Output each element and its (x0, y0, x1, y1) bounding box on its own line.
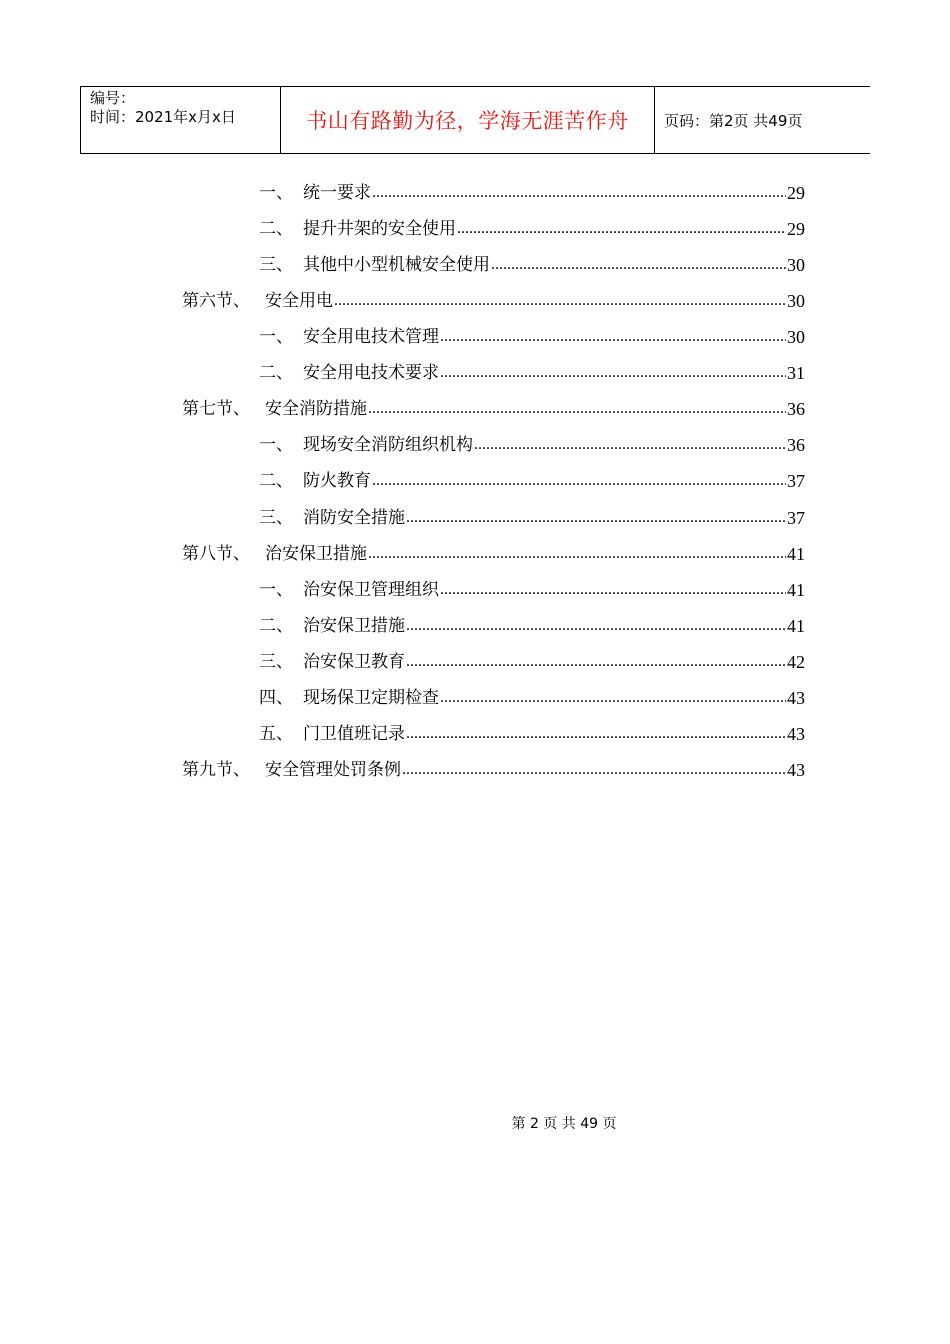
toc-leader-dots (457, 218, 786, 240)
toc-leader-dots (440, 362, 786, 384)
toc-entry[interactable] (259, 180, 805, 204)
toc-entry[interactable] (259, 432, 805, 456)
toc-entry-title: 提升井架的安全使用 (303, 219, 456, 239)
toc-leader-dots (372, 182, 786, 204)
toc-leader-dots (334, 290, 786, 312)
toc-entry[interactable] (259, 252, 805, 276)
toc-entry-title: 安全消防措施 (265, 399, 367, 419)
toc-entry-title: 安全用电技术要求 (303, 363, 439, 383)
toc-entry-page: 42 (787, 652, 805, 672)
toc-leader-dots (368, 398, 786, 420)
toc-entry-page: 41 (787, 616, 805, 636)
toc-entry-title: 防火教育 (303, 471, 371, 491)
toc-entry-page: 41 (787, 544, 805, 564)
toc-leader-dots (406, 615, 786, 637)
toc-entry-title: 安全用电 (265, 291, 333, 311)
toc-entry-page: 30 (787, 255, 805, 275)
toc-entry-number: 第六节、 (182, 291, 250, 311)
toc-entry[interactable] (259, 360, 805, 384)
toc-leader-dots (440, 579, 786, 601)
toc-entry-title: 治安保卫措施 (265, 544, 367, 564)
toc-entry-number: 一、 (259, 435, 293, 455)
toc-entry-page: 36 (787, 399, 805, 419)
toc-entry-title: 其他中小型机械安全使用 (303, 255, 490, 275)
toc-leader-dots (406, 723, 786, 745)
toc-entry-title: 治安保卫管理组织 (303, 580, 439, 600)
toc-entry-page: 30 (787, 291, 805, 311)
toc-leader-dots (440, 687, 786, 709)
toc-entry[interactable] (182, 541, 805, 565)
toc-entry-title: 治安保卫教育 (303, 652, 405, 672)
toc-entry-number: 第九节、 (182, 760, 250, 780)
page-footer (0, 1113, 950, 1133)
toc-entry-page: 30 (787, 327, 805, 347)
document-time-label: 时间：2021年x月x日 (90, 108, 236, 126)
toc-entry-number: 一、 (259, 580, 293, 600)
toc-entry-page: 29 (787, 219, 805, 239)
toc-entry-title: 门卫值班记录 (303, 724, 405, 744)
toc-entry-number: 一、 (259, 183, 293, 203)
toc-entry-page: 43 (787, 724, 805, 744)
toc-entry-page: 43 (787, 760, 805, 780)
toc-entry-number: 第八节、 (182, 544, 250, 564)
toc-entry-title: 现场安全消防组织机构 (303, 435, 473, 455)
toc-entry-page: 31 (787, 363, 805, 383)
toc-entry-page: 43 (787, 688, 805, 708)
toc-entry[interactable] (182, 757, 805, 781)
toc-leader-dots (406, 507, 786, 529)
toc-entry[interactable] (259, 216, 805, 240)
header-meta (80, 87, 281, 153)
toc-entry-title: 治安保卫措施 (303, 616, 405, 636)
toc-entry[interactable] (259, 505, 805, 529)
toc-entry-number: 三、 (259, 652, 293, 672)
toc-entry[interactable] (182, 396, 805, 420)
toc-entry-number: 二、 (259, 219, 293, 239)
toc-entry-number: 五、 (259, 724, 293, 744)
toc-entry[interactable] (259, 324, 805, 348)
toc-entry-title: 消防安全措施 (303, 508, 405, 528)
toc-entry-number: 二、 (259, 363, 293, 383)
toc-entry-number: 四、 (259, 688, 293, 708)
toc-entry-page: 29 (787, 183, 805, 203)
toc-entry[interactable] (259, 649, 805, 673)
toc-entry-title: 安全用电技术管理 (303, 327, 439, 347)
toc-entry[interactable] (182, 288, 805, 312)
toc-entry-number: 二、 (259, 616, 293, 636)
toc-entry-number: 二、 (259, 471, 293, 491)
toc-leader-dots (368, 543, 786, 565)
toc-entry-number: 三、 (259, 508, 293, 528)
toc-leader-dots (402, 759, 786, 781)
toc-entry[interactable] (259, 685, 805, 709)
toc-entry[interactable] (259, 577, 805, 601)
header-page-info: 页码：第2页 共49页 (664, 111, 803, 130)
toc-entry-number: 三、 (259, 255, 293, 275)
toc-leader-dots (406, 651, 786, 673)
toc-entry[interactable] (259, 613, 805, 637)
toc-entry-page: 36 (787, 435, 805, 455)
toc-entry[interactable] (259, 721, 805, 745)
document-header (80, 86, 870, 154)
header-slogan: 书山有路勤为径，学海无涯苦作舟 (281, 87, 655, 153)
toc-entry-page: 41 (787, 580, 805, 600)
toc-entry-page: 37 (787, 508, 805, 528)
toc-leader-dots (491, 254, 786, 276)
footer-page-number: 第 2 页 共 49 页 (511, 1116, 617, 1132)
toc-entry[interactable] (259, 468, 805, 492)
toc-entry-title: 安全管理处罚条例 (265, 760, 401, 780)
toc-leader-dots (474, 434, 786, 456)
toc-entry-number: 一、 (259, 327, 293, 347)
document-number-label: 编号： (90, 89, 136, 107)
toc-entry-number: 第七节、 (182, 399, 250, 419)
toc-entry-title: 统一要求 (303, 183, 371, 203)
toc-leader-dots (440, 326, 786, 348)
toc-entry-page: 37 (787, 471, 805, 491)
toc-leader-dots (372, 470, 786, 492)
toc-entry-title: 现场保卫定期检查 (303, 688, 439, 708)
